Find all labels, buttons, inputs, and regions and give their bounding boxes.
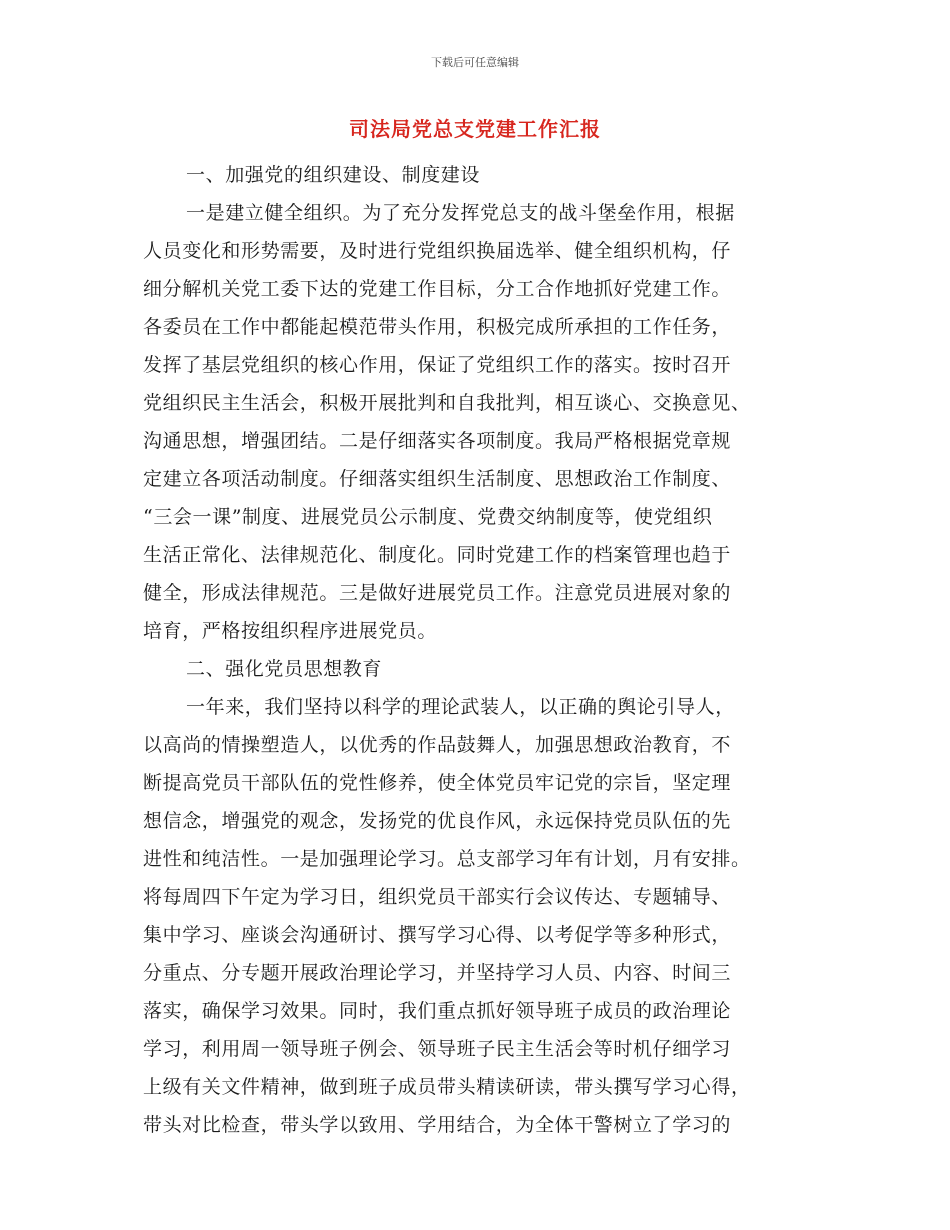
- paragraph-line: 细分解机关党工委下达的党建工作目标，分工合作地抓好党建工作。: [143, 278, 732, 300]
- paragraph-line: 将每周四下午定为学习日，组织党员干部实行会议传达、专题辅导、: [143, 886, 732, 908]
- paragraph-line: 以高尚的情操塑造人，以优秀的作品鼓舞人，加强思想政治教育，不: [143, 734, 732, 756]
- page-header-note: 下载后可任意编辑: [431, 56, 519, 69]
- paragraph-line: 生活正常化、法律规范化、制度化。同时党建工作的档案管理也趋于: [143, 544, 732, 566]
- paragraph-line: 党组织民主生活会，积极开展批判和自我批判，相互谈心、交换意见、: [143, 392, 751, 414]
- section-heading-1: 一、加强党的组织建设、制度建设: [186, 164, 481, 186]
- paragraph-line: 分重点、分专题开展政治理论学习，并坚持学习人员、内容、时间三: [143, 962, 732, 984]
- paragraph-line: 集中学习、座谈会沟通研讨、撰写学习心得、以考促学等多种形式，: [143, 924, 732, 946]
- section-heading-2: 二、强化党员思想教育: [186, 658, 383, 680]
- paragraph-line: 定建立各项活动制度。仔细落实组织生活制度、思想政治工作制度、: [143, 468, 732, 490]
- paragraph-line: 发挥了基层党组织的核心作用，保证了党组织工作的落实。按时召开: [143, 354, 732, 376]
- paragraph-line: 学习，利用周一领导班子例会、领导班子民主生活会等时机仔细学习: [143, 1038, 732, 1060]
- paragraph-line: “三会一课”制度、进展党员公示制度、党费交纳制度等，使党组织: [143, 506, 713, 528]
- paragraph-line: 各委员在工作中都能起模范带头作用，积极完成所承担的工作任务，: [143, 316, 732, 338]
- document-title: 司法局党总支党建工作汇报: [349, 117, 601, 141]
- paragraph-line: 健全，形成法律规范。三是做好进展党员工作。注意党员进展对象的: [143, 582, 732, 604]
- paragraph-line: 培育，严格按组织程序进展党员。: [143, 620, 438, 642]
- paragraph-line: 沟通思想，增强团结。二是仔细落实各项制度。我局严格根据党章规: [143, 430, 732, 452]
- paragraph-line: 带头对比检查，带头学以致用、学用结合，为全体干警树立了学习的: [143, 1114, 732, 1136]
- paragraph-line: 落实，确保学习效果。同时，我们重点抓好领导班子成员的政治理论: [143, 1000, 732, 1022]
- paragraph-line: 进性和纯洁性。一是加强理论学习。总支部学习年有计划，月有安排。: [143, 848, 751, 870]
- paragraph-line: 想信念，增强党的观念，发扬党的优良作风，永远保持党员队伍的先: [143, 810, 732, 832]
- paragraph-line: 一年来，我们坚持以科学的理论武装人，以正确的舆论引导人，: [186, 696, 735, 718]
- paragraph-line: 人员变化和形势需要，及时进行党组织换届选举、健全组织机构，仔: [143, 240, 732, 262]
- paragraph-line: 上级有关文件精神，做到班子成员带头精读研读，带头撰写学习心得，: [143, 1076, 751, 1098]
- paragraph-line: 断提高党员干部队伍的党性修养，使全体党员牢记党的宗旨，坚定理: [143, 772, 732, 794]
- paragraph-line: 一是建立健全组织。为了充分发挥党总支的战斗堡垒作用，根据: [186, 202, 735, 224]
- document-body: [143, 156, 808, 1144]
